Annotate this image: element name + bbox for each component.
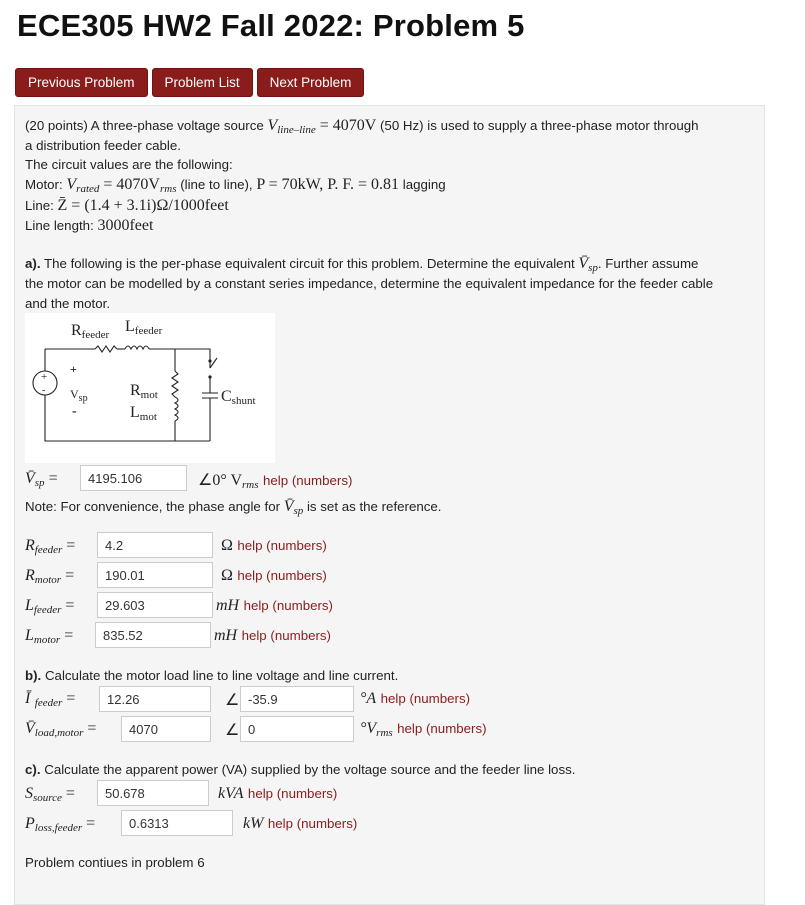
line-spec: Line: Z̄ = (1.4 + 3.1i)Ω/1000feet [25, 197, 229, 214]
lmotor-label: $L_{motor}$ = [25, 627, 74, 646]
rmotor-input[interactable] [97, 562, 213, 588]
svg-text:Vsp: $V_{sp}$ [70, 387, 88, 404]
svg-text:Lmot: Lmot [130, 404, 157, 423]
label-rmot: R [130, 382, 141, 399]
svg-text:Rmot: Rmot [130, 382, 158, 401]
part-b-text: b). Calculate the motor load line to line voltage and line current. [25, 668, 399, 683]
problem-nav [15, 68, 364, 97]
rfeeder-label: $R_{feeder}$ = [25, 537, 76, 556]
ssource-help-link[interactable]: help (numbers) [247, 786, 338, 801]
rmotor-label: $R_{motor}$ = [25, 567, 75, 586]
lfeeder-input[interactable] [97, 592, 213, 618]
rfeeder-help-link[interactable]: help (numbers) [237, 538, 327, 553]
rfeeder-input[interactable] [97, 532, 213, 558]
rmotor-unit: Ω help (numbers) [221, 567, 327, 584]
footer-note: Problem contiues in problem 6 [25, 855, 205, 870]
label-cshunt: C [221, 388, 232, 405]
line-length: Line length: 3000feet [25, 217, 154, 234]
rmotor-help-link[interactable]: help (numbers) [237, 568, 327, 583]
intro-line-1: (20 points) A three-phase voltage source $V_{line-line} = 4070V$ (50 Hz) is used to supply a three-phase motor through [25, 117, 699, 136]
vsp-unit: ∠0° $V_{rms}$ help (numbers) [198, 472, 353, 491]
motor-spec: Motor: $V_{rated} = 4070V_{rms}$ (line to line), P = 70kW, P. F. = 0.81 lagging [25, 176, 446, 195]
lfeeder-unit: mH help (numbers) [216, 597, 333, 614]
vload-label: $V̄_{load,motor}$ = [25, 720, 97, 739]
part-c-text: c). Calculate the apparent power (VA) supplied by the voltage source and the feeder line loss. [25, 762, 576, 777]
ssource-input[interactable] [97, 780, 209, 806]
ifeeder-magnitude-input[interactable] [99, 686, 211, 712]
vsp-label: $V̄_{sp}$ = [25, 470, 58, 489]
svg-text:Lfeeder: Lfeeder [125, 318, 163, 337]
page-title: ECE305 HW2 Fall 2022: Problem 5 [17, 8, 525, 43]
ploss-input[interactable] [121, 810, 233, 836]
svg-text:Rfeeder: Rfeeder [71, 322, 110, 341]
ifeeder-label: Ī $_{feeder}$ = [25, 690, 76, 709]
ifeeder-angle-symbol: ∠ [225, 692, 240, 709]
svg-text:Cshunt: Cshunt [221, 388, 256, 407]
vload-magnitude-input[interactable] [121, 716, 211, 742]
ssource-label: $S_{source}$ = [25, 785, 75, 804]
label-rfeeder: R [71, 322, 82, 339]
ssource-unit: kVA help (numbers) [218, 785, 338, 802]
ifeeder-help-link[interactable]: help (numbers) [380, 691, 471, 706]
svg-text:+: + [70, 362, 77, 376]
ifeeder-angle-input[interactable] [240, 686, 354, 712]
note-line: Note: For convenience, the phase angle for $V̄_{sp}$ is set as the reference. [25, 498, 442, 517]
lfeeder-help-link[interactable]: help (numbers) [243, 598, 333, 613]
ifeeder-unit: °A help (numbers) [360, 690, 471, 707]
vload-help-link[interactable]: help (numbers) [397, 721, 487, 736]
ploss-help-link[interactable]: help (numbers) [267, 816, 358, 831]
svg-text:+: + [41, 371, 48, 383]
part-a-line-3: and the motor. [25, 296, 111, 311]
label-lmot: L [130, 404, 140, 421]
circuit-diagram [25, 313, 275, 463]
vload-angle-symbol: ∠ [225, 722, 240, 739]
label-lfeeder: L [125, 318, 135, 335]
intro-line-2: a distribution feeder cable. [25, 138, 181, 153]
vsp-help-link[interactable]: help (numbers) [262, 473, 353, 488]
vload-angle-input[interactable] [240, 716, 354, 742]
part-a-line-2: the motor can be modelled by a constant series impedance, determine the equivalent impedance for the feeder cable [25, 276, 714, 291]
vload-unit: $^\circ V_{rms}$ help (numbers) [360, 720, 487, 739]
lmotor-help-link[interactable]: help (numbers) [241, 628, 331, 643]
ploss-label: $P_{loss,feeder}$ = [25, 815, 96, 834]
lmotor-input[interactable] [95, 622, 211, 648]
label-vsp: V [70, 387, 79, 401]
svg-text:-: - [72, 404, 77, 419]
part-a-line-1: a). The following is the per-phase equivalent circuit for this problem. Determine the equivalent $V̄_{sp}$. Further assume [25, 255, 699, 274]
problem-list-button[interactable]: Problem List [152, 68, 253, 97]
lfeeder-label: $L_{feeder}$ = [25, 597, 75, 616]
svg-text:-: - [42, 385, 46, 396]
ploss-unit: kW help (numbers) [243, 815, 358, 832]
lmotor-unit: mH help (numbers) [214, 627, 331, 644]
previous-problem-button[interactable]: Previous Problem [15, 68, 148, 97]
rfeeder-unit: Ω help (numbers) [221, 537, 327, 554]
intro-line-3: The circuit values are the following: [25, 157, 233, 172]
vsp-input[interactable] [80, 465, 187, 491]
next-problem-button[interactable]: Next Problem [257, 68, 365, 97]
